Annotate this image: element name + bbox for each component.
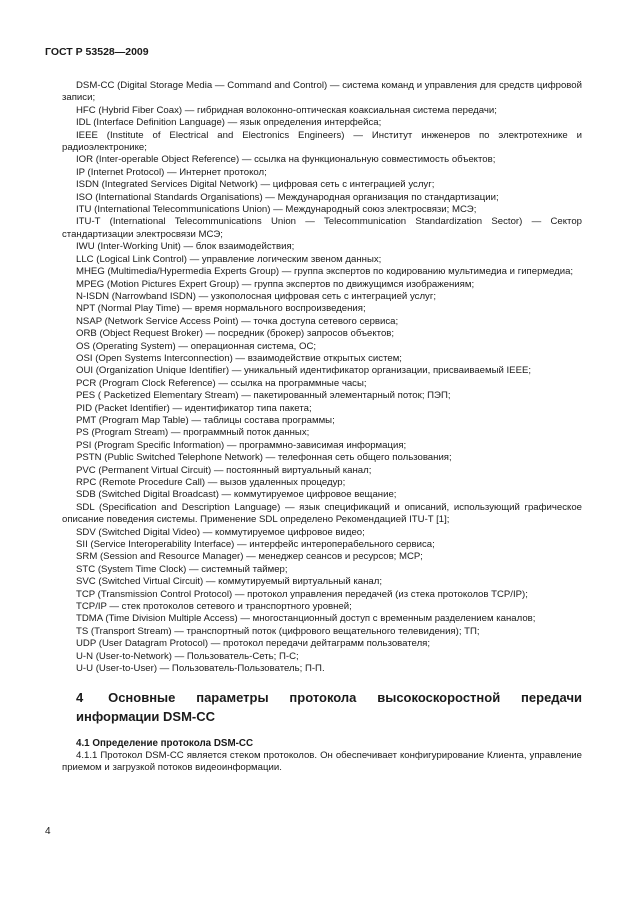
abbreviation-entry: PCR (Program Clock Reference) — ссылка на программные часы; — [76, 377, 367, 389]
abbreviation-entry: STC (System Time Clock) — системный таймер; — [76, 563, 288, 575]
abbreviation-entry: SDL (Specification and Description Language) — язык спецификаций и описаний, использующий графическое описание поведения системы. Применение SDL определено Рекомендацией ITU-T [1]; — [62, 501, 582, 526]
abbreviation-entry: UDP (User Datagram Protocol) — протокол передачи дейтаграмм пользователя; — [76, 638, 431, 650]
abbreviation-entry: PSI (Program Specific Information) — программно-зависимая информация; — [76, 439, 407, 451]
abbreviation-entry: PES ( Packetized Elementary Stream) — пакетированный элементарный поток; ПЭП; — [76, 390, 451, 402]
abbreviation-entry: N-ISDN (Narrowband ISDN) — узкополосная цифровая сеть с интеграцией услуг; — [76, 290, 437, 302]
page-content — [62, 80, 582, 775]
abbreviation-entry: IOR (Inter-operable Object Reference) — ссылка на функциональную совместимость объектов; — [76, 154, 496, 166]
abbreviation-entry: PVC (Permanent Virtual Circuit) — постоянный виртуальный канал; — [76, 464, 372, 476]
abbreviation-entry: MHEG (Multimedia/Hypermedia Experts Group) — группа экспертов по кодированию мультимедиа и гипермедиа; — [76, 266, 574, 278]
abbreviation-entry: TCP (Transmission Control Protocol) — протокол управления передачей (из стека протоколов TCP/IP); — [76, 588, 528, 600]
abbreviation-entry: MPEG (Motion Pictures Expert Group) — группа экспертов по движущимся изображениям; — [76, 278, 475, 290]
abbreviation-entry: RPC (Remote Procedure Call) — вызов удаленных процедур; — [76, 477, 346, 488]
abbreviation-entry: IWU (Inter-Working Unit) — блок взаимодействия; — [76, 241, 295, 253]
abbreviation-list — [62, 80, 582, 676]
abbreviation-entry: U-N (User-to-Network) — Пользователь-Сеть; П-С; — [76, 650, 299, 662]
abbreviation-entry: TDMA (Time Division Multiple Access) — многостанционный доступ с временным разделением каналов; — [76, 613, 536, 625]
abbreviation-entry: TS (Transport Stream) — транспортный поток (цифрового вещательного телевидения); ТП; — [76, 625, 480, 637]
section-title: Основные параметры протокола высокоскоростной передачи информации DSM-CC — [76, 689, 582, 724]
abbreviation-entry: IDL (Interface Definition Language) — язык определения интерфейса; — [76, 117, 382, 129]
abbreviation-entry: ORB (Object Request Broker) — посредник (брокер) запросов объектов; — [76, 328, 395, 340]
abbreviation-entry: LLC (Logical Link Control) — управление логическим звеном данных; — [76, 253, 382, 265]
abbreviation-entry: SDB (Switched Digital Broadcast) — коммутируемое цифровое вещание; — [76, 489, 397, 501]
abbreviation-entry: OS (Operating System) — операционная система, ОС; — [76, 340, 317, 352]
abbreviation-entry: OUI (Organization Unique Identifier) — уникальный идентификатор организации, присваиваемый IEEE; — [76, 365, 532, 377]
abbreviation-entry: SDV (Switched Digital Video) — коммутируемое цифровое видео; — [76, 526, 365, 538]
abbreviation-entry: ISDN (Integrated Services Digital Network) — цифровая сеть с интеграцией услуг; — [76, 179, 435, 191]
abbreviation-entry: NSAP (Network Service Access Point) — точка доступа сетевого сервиса; — [76, 315, 399, 327]
abbreviation-entry: PSTN (Public Switched Telephone Network) — телефонная сеть общего пользования; — [76, 452, 452, 464]
abbreviation-entry: DSM-CC (Digital Storage Media — Command and Control) — система команд и управления для средств цифровой записи; — [62, 80, 582, 104]
abbreviation-entry: TCP/IP — стек протоколов сетевого и транспортного уровней; — [76, 601, 352, 613]
abbreviation-entry: SII (Service Interoperability Interface) — интерфейс интероперабельного сервиса; — [76, 539, 435, 551]
subsection-heading: 4.1 Определение протокола DSM-CC — [76, 737, 254, 749]
abbreviation-entry: PID (Packet Identifier) — идентификатор типа пакета; — [76, 402, 312, 414]
abbreviation-entry: U-U (User-to-User) — Пользователь-Пользователь; П-П. — [76, 663, 325, 675]
abbreviation-entry: ISO (International Standards Organisations) — Международная организация по стандартизации; — [76, 191, 499, 203]
abbreviation-entry: IP (Internet Protocol) — Интернет протокол; — [76, 166, 267, 178]
subsection-paragraph: 4.1.1 Протокол DSM-CC является стеком протоколов. Он обеспечивает конфигурирование Клиента, управление приемом и загрузкой потоков видеоинформации. — [62, 749, 582, 774]
page-number: 4 — [45, 826, 51, 837]
document-header: ГОСТ Р 53528—2009 — [45, 46, 149, 58]
abbreviation-entry: PMT (Program Map Table) — таблицы состава программы; — [76, 414, 335, 426]
abbreviation-entry: PS (Program Stream) — программный поток данных; — [76, 427, 310, 439]
abbreviation-entry: SRM (Session and Resource Manager) — менеджер сеансов и ресурсов; МСР; — [76, 551, 423, 563]
abbreviation-entry: HFC (Hybrid Fiber Coax) — гибридная волоконно-оптическая коаксиальная система передачи; — [76, 104, 497, 116]
abbreviation-entry: NPT (Normal Play Time) — время нормального воспроизведения; — [76, 303, 366, 315]
section-number: 4 — [76, 689, 84, 705]
abbreviation-entry: SVC (Switched Virtual Circuit) — коммутируемый виртуальный канал; — [76, 576, 382, 588]
abbreviation-entry: ITU (International Telecommunications Union) — Международный союз электросвязи; МСЭ; — [76, 204, 477, 216]
abbreviation-entry: OSI (Open Systems Interconnection) — взаимодействие открытых систем; — [76, 352, 402, 364]
abbreviation-entry: ITU-T (International Telecommunications Union — Telecommunication Standardization Sector) — Сектор стандартизации электросвязи МСЭ; — [62, 216, 582, 240]
section-heading — [76, 688, 582, 726]
abbreviation-entry: IEEE (Institute of Electrical and Electronics Engineers) — Институт инженеров по электротехнике и радиоэлектронике; — [62, 129, 582, 154]
